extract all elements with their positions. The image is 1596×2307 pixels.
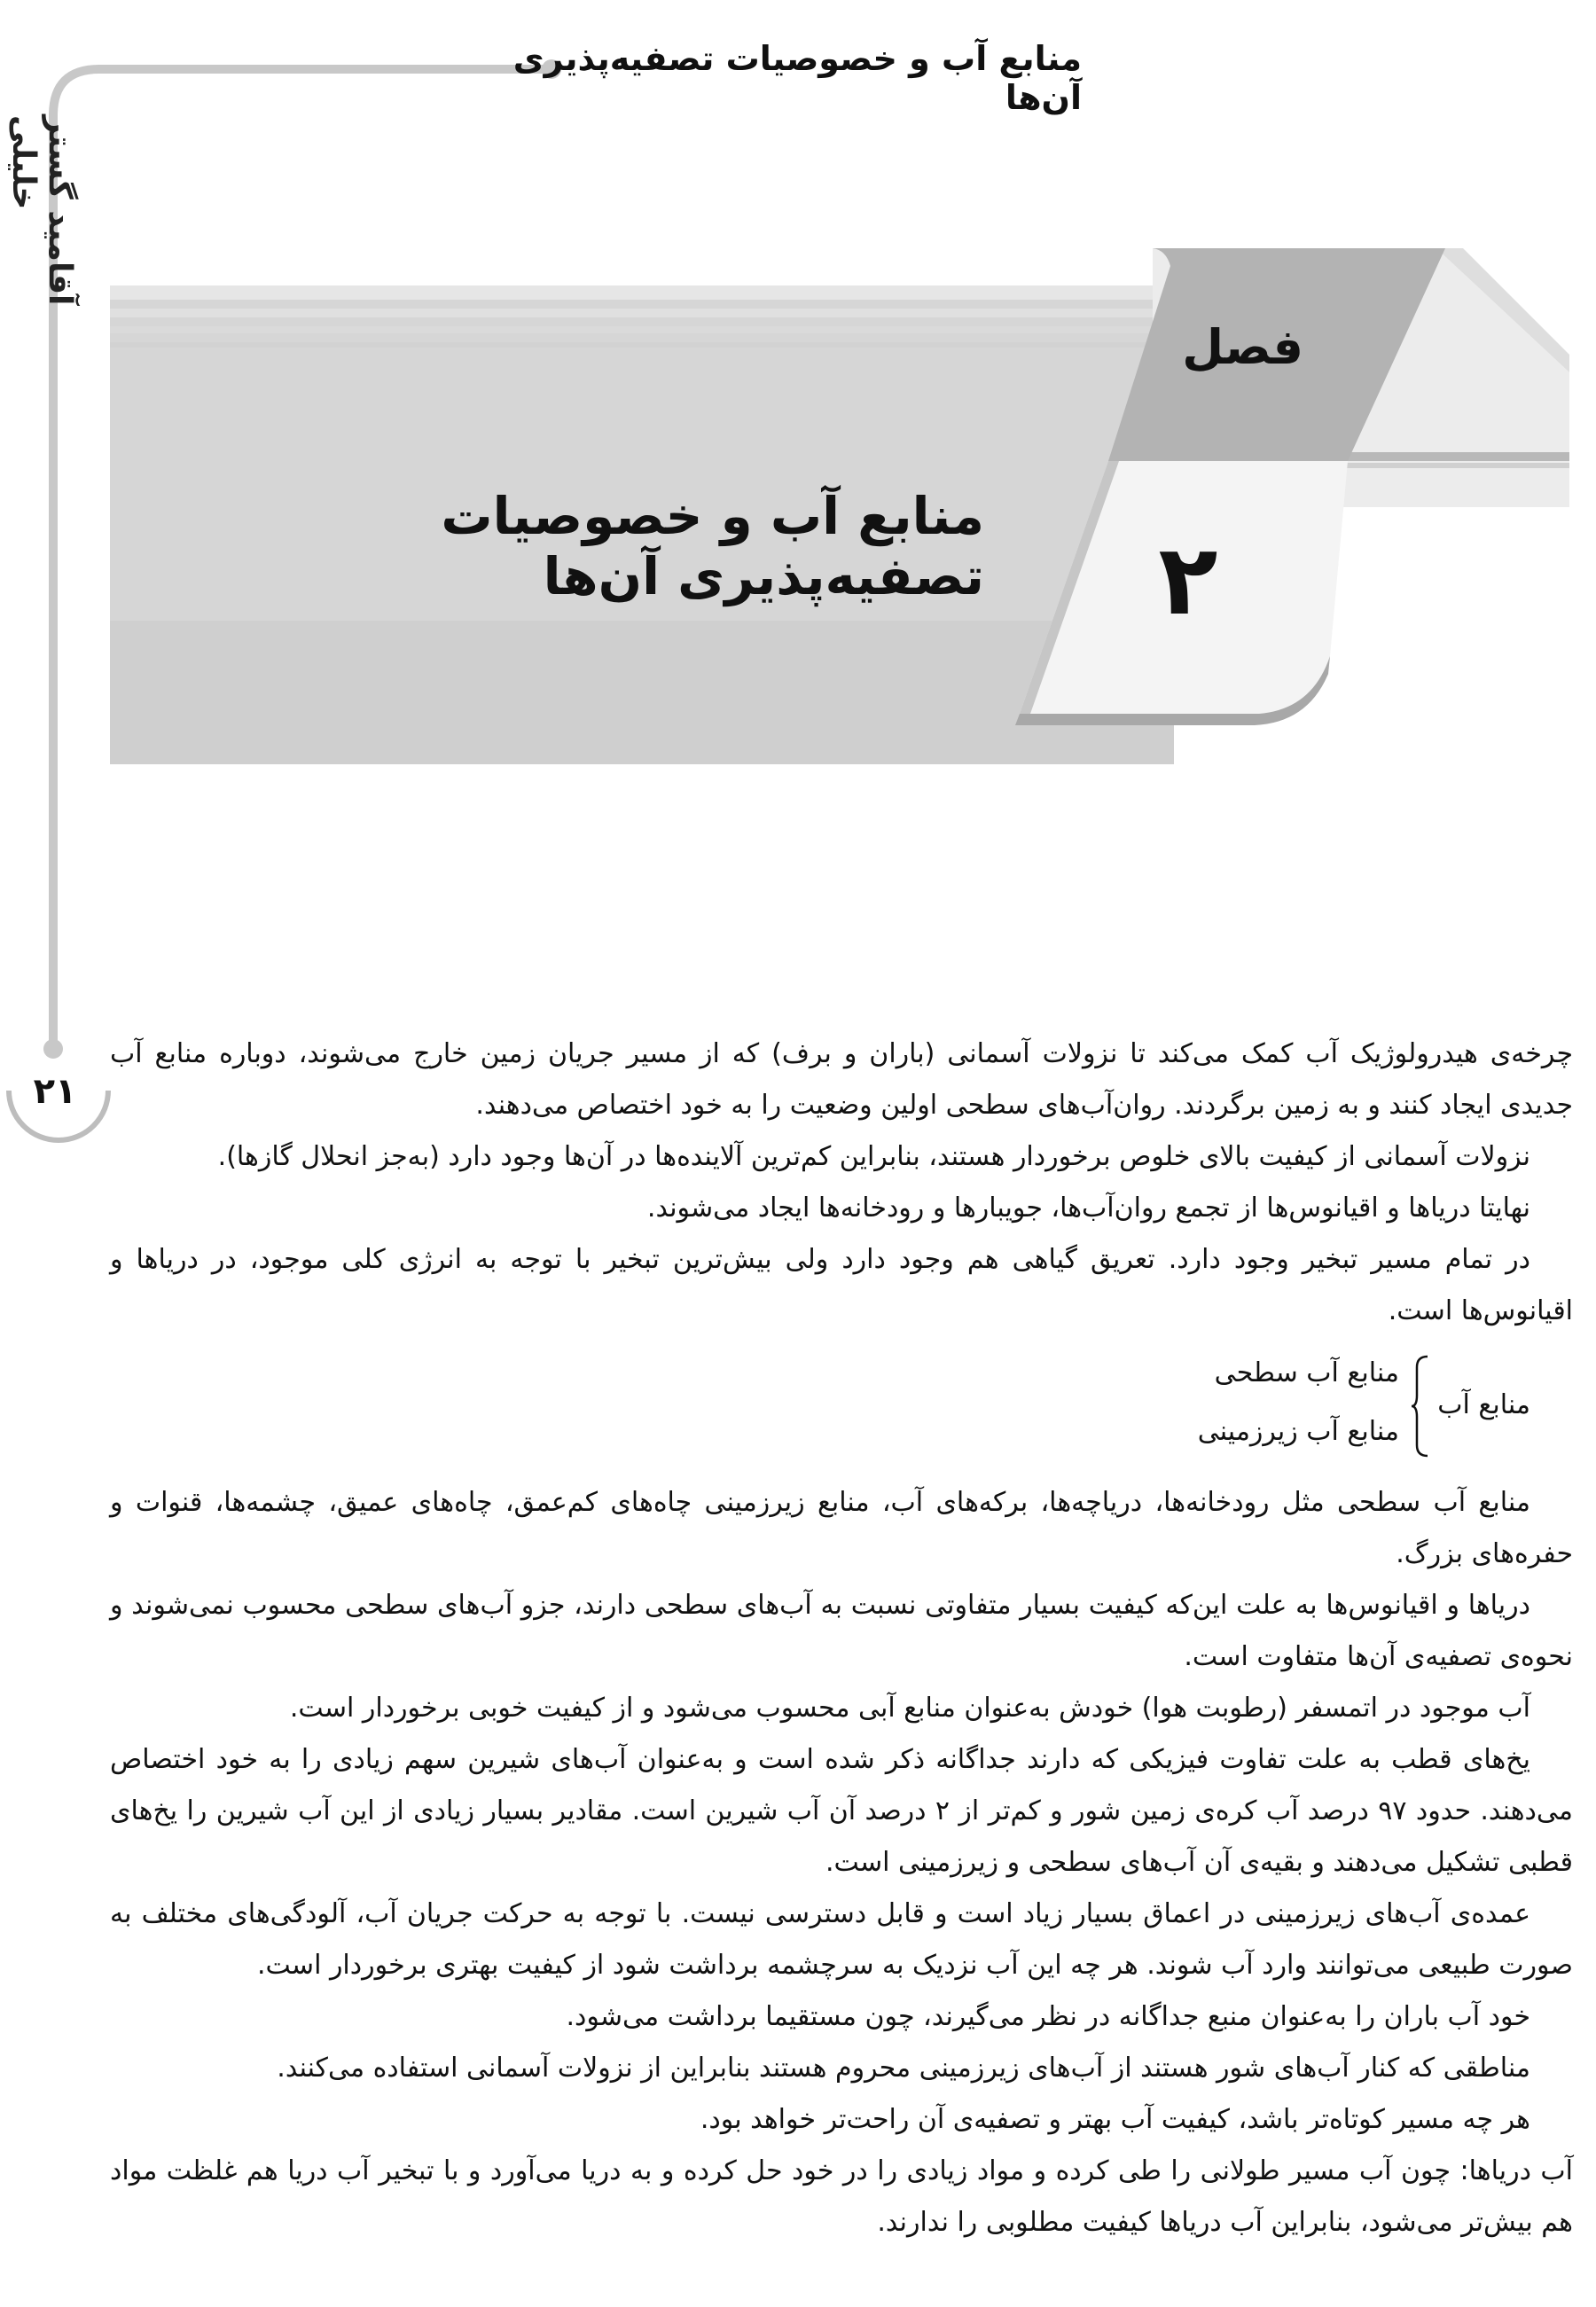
page-number: ۲۱ <box>33 1071 77 1112</box>
paragraph-1: چرخه‌ی هیدرولوژیک آب کمک می‌کند تا نزولات آسمانی (باران و برف) که از مسیر جریان زمین خارج می‌شوند، دوباره منابع آب جدیدی ایجاد کنند و به زمین برگردند. روان‌آب‌های سطحی اولین وضعیت را به خود اختصاص می‌دهند. <box>110 1038 1573 1121</box>
paragraph-4: در تمام مسیر تبخیر وجود دارد. تعریق گیاهی هم وجود دارد ولی بیش‌ترین تبخیر با توجه به انرژی کلی موجود، در دریاها و اقیانوس‌ها است. <box>110 1244 1573 1326</box>
paragraph-2: نزولات آسمانی از کیفیت بالای خلوص برخوردار هستند، بنابراین کم‌ترین آلاینده‌ها در آن‌ها وجود دارد (به‌جز انحلال گازها). <box>217 1141 1530 1172</box>
chapter-word: فصل <box>1182 319 1303 375</box>
diagram-branch-ground: منابع آب زیرزمینی <box>1197 1416 1399 1447</box>
paragraph-12: هر چه مسیر کوتاه‌تر باشد، کیفیت آب بهتر و تصفیه‌ی آن راحت‌تر خواهد بود. <box>700 2104 1530 2135</box>
paragraph-8: یخ‌های قطب به علت تفاوت فیزیکی که دارند جداگانه ذکر شده است و به‌عنوان آب‌های شیرین سهم زیادی را به خود اختصاص می‌دهند. حدود ۹۷ درصد آب کره‌ی زمین شور و کم‌تر از ۲ درصد آن آب شیرین است. مقادیر بسیار زیادی از این آب شیرین را یخ‌های قطبی تشکیل می‌دهند و بقیه‌ی آن آب‌های سطحی و زیرزمینی است. <box>110 1744 1573 1878</box>
brace-icon <box>1410 1355 1433 1458</box>
paragraph-5: منابع آب سطحی مثل رودخانه‌ها، دریاچه‌ها، برکه‌های آب، منابع زیرزمینی چاه‌های کم‌عمق، چاه‌های عمیق، چشمه‌ها، قنوات و حفره‌های بزرگ. <box>110 1487 1573 1569</box>
paragraph-6: دریاها و اقیانوس‌ها به علت این‌که کیفیت بسیار متفاوتی نسبت به آب‌های سطحی دارند، جزو آب‌های سطحی محسوب نمی‌شوند و نحوه‌ی تصفیه‌ی آن‌ها متفاوت است. <box>110 1590 1573 1672</box>
paragraph-10: خود آب باران را به‌عنوان منبع جداگانه در نظر می‌گیرند، چون مستقیما برداشت می‌شود. <box>566 2001 1530 2032</box>
water-sources-diagram <box>110 1348 1573 1470</box>
paragraph-7: آب موجود در اتمسفر (رطوبت هوا) خودش به‌عنوان منابع آبی محسوب می‌شود و از کیفیت خوبی برخوردار است. <box>289 1693 1530 1724</box>
body-text <box>110 1028 1573 2248</box>
chapter-number: ۲ <box>1158 523 1218 637</box>
diagram-branch-surface: منابع آب سطحی <box>1214 1357 1399 1388</box>
paragraph-13: آب دریاها: چون آب مسیر طولانی را طی کرده و مواد زیادی را در خود حل کرده و به دریا می‌آورد و با تبخیر آب دریا هم غلظت مواد هم بیش‌تر می‌شود، بنابراین آب دریاها کیفیت مطلوبی را ندارند. <box>110 2155 1573 2238</box>
diagram-root: منابع آب <box>1437 1389 1530 1420</box>
rule-dot <box>43 1039 63 1059</box>
paragraph-3: نهایتا دریاها و اقیانوس‌ها از تجمع روان‌آب‌ها، جویبارها و رودخانه‌ها ایجاد می‌شوند. <box>646 1193 1530 1224</box>
paragraph-11: مناطقی که کنار آب‌های شور هستند از آب‌های زیرزمینی محروم هستند بنابراین از نزولات آسمانی استفاده می‌کنند. <box>277 2053 1530 2084</box>
side-label: آقامید گستر خلیلی <box>5 115 78 306</box>
paragraph-9: عمده‌ی آب‌های زیرزمینی در اعماق بسیار زیاد است و قابل دسترسی نیست. با توجه به حرکت جریان آب، آلودگی‌های مختلف به صورت طبیعی می‌توانند وارد آب شوند. هر چه این آب نزدیک به سرچشمه برداشت شود از کیفیت بهتری برخوردار است. <box>110 1898 1573 1981</box>
running-title: منابع آب و خصوصیات تصفیه‌پذیری آن‌ها <box>512 39 1082 117</box>
chapter-title: منابع آب و خصوصیات تصفیه‌پذیری آن‌ها <box>441 486 984 606</box>
